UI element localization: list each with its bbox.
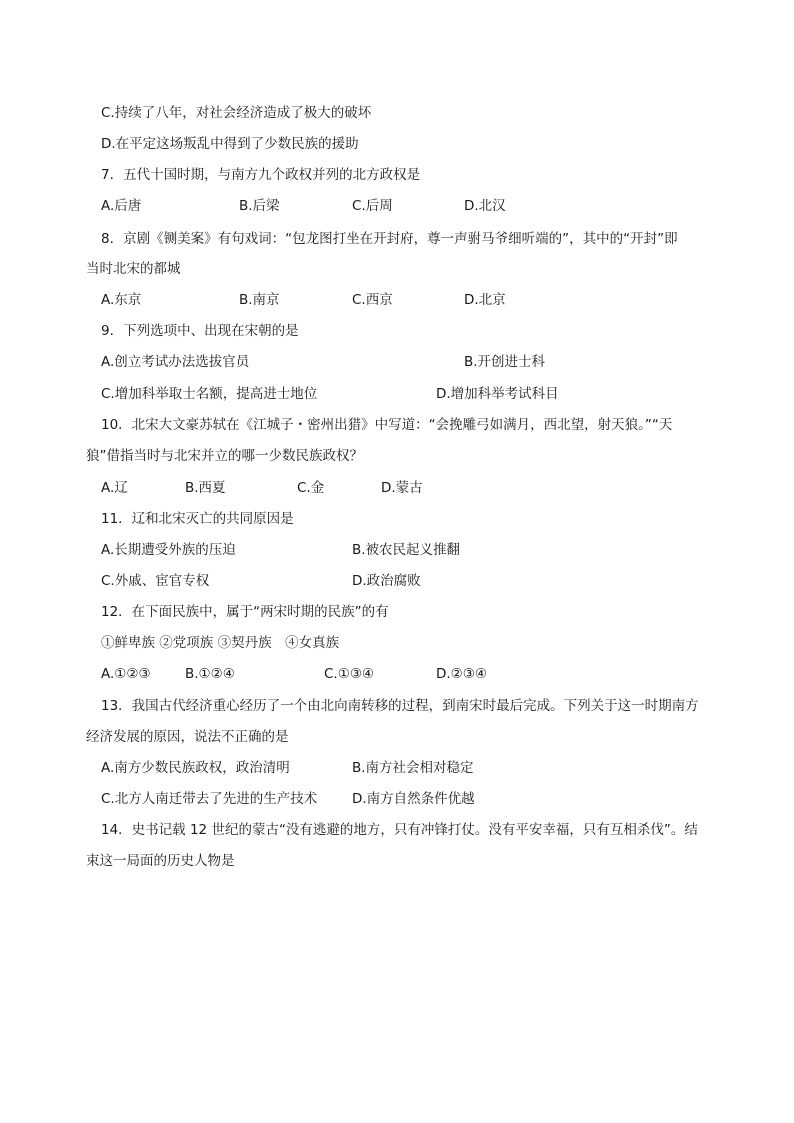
q12-items: ①鲜卑族 ②党项族 ③契丹族 ④女真族 bbox=[101, 635, 340, 651]
q6-option-c: C.持续了八年，对社会经济造成了极大的破坏 bbox=[101, 105, 372, 121]
q13-stem-line2: 经济发展的原因，说法不正确的是 bbox=[86, 729, 289, 745]
q8-stem-line2: 当时北宋的都城 bbox=[86, 261, 181, 277]
q9-option-a: A.创立考试办法选拔官员 bbox=[101, 354, 250, 370]
q8-option-a: A.东京 bbox=[101, 292, 142, 308]
q14-stem-line1: 14．史书记载 12 世纪的蒙古“没有逃避的地方，只有冲锋打仗。没有平安幸福，只有互相杀伐”。结 bbox=[101, 822, 698, 838]
q6-option-d: D.在平定这场叛乱中得到了少数民族的援助 bbox=[101, 136, 359, 152]
q11-option-b: B.被农民起义推翻 bbox=[352, 542, 461, 558]
q10-stem-line1: 10．北宋大文豪苏轼在《江城子・密州出猎》中写道：“会挽雕弓如满月，西北望，射天狼。”“天 bbox=[101, 417, 673, 433]
q10-option-a: A.辽 bbox=[101, 480, 128, 496]
q9-option-c: C.增加科举取士名额，提高进士地位 bbox=[101, 386, 318, 402]
q10-stem-line2: 狼”借指当时与北宋并立的哪一少数民族政权？ bbox=[86, 448, 363, 464]
q13-option-d: D.南方自然条件优越 bbox=[352, 791, 475, 807]
q7-option-a: A.后唐 bbox=[101, 198, 142, 214]
q13-stem-line1: 13．我国古代经济重心经历了一个由北向南转移的过程，到南宋时最后完成。下列关于这一时期南方 bbox=[101, 698, 699, 714]
q7-stem: 7．五代十国时期，与南方九个政权并列的北方政权是 bbox=[101, 167, 421, 183]
q11-option-c: C.外戚、宦官专权 bbox=[101, 573, 210, 589]
q10-option-d: D.蒙古 bbox=[381, 480, 423, 496]
q7-option-b: B.后梁 bbox=[239, 198, 280, 214]
q11-stem: 11．辽和北宋灭亡的共同原因是 bbox=[101, 511, 294, 527]
q11-option-d: D.政治腐败 bbox=[352, 573, 421, 589]
q12-option-c: C.①③④ bbox=[324, 666, 375, 682]
q11-option-a: A.长期遭受外族的压迫 bbox=[101, 542, 236, 558]
q12-option-d: D.②③④ bbox=[436, 666, 487, 682]
q9-stem: 9．下列选项中、出现在宋朝的是 bbox=[101, 323, 299, 339]
q10-option-b: B.西夏 bbox=[185, 480, 226, 496]
q7-option-d: D.北汉 bbox=[464, 198, 506, 214]
q12-option-a: A.①②③ bbox=[101, 666, 151, 682]
q7-option-c: C.后周 bbox=[352, 198, 393, 214]
q8-option-b: B.南京 bbox=[239, 292, 280, 308]
q12-option-b: B.①②④ bbox=[185, 666, 235, 682]
q14-stem-line2: 束这一局面的历史人物是 bbox=[86, 853, 235, 869]
q10-option-c: C.金 bbox=[297, 480, 325, 496]
q9-option-b: B.开创进士科 bbox=[464, 354, 546, 370]
q9-option-d: D.增加科举考试科目 bbox=[436, 386, 559, 402]
q8-option-c: C.西京 bbox=[352, 292, 393, 308]
q13-option-c: C.北方人南迁带去了先进的生产技术 bbox=[101, 791, 318, 807]
q13-option-a: A.南方少数民族政权，政治清明 bbox=[101, 760, 290, 776]
q13-option-b: B.南方社会相对稳定 bbox=[352, 760, 474, 776]
q12-stem: 12．在下面民族中，属于“两宋时期的民族”的有 bbox=[101, 604, 389, 620]
q8-option-d: D.北京 bbox=[464, 292, 506, 308]
q8-stem-line1: 8．京剧《铡美案》有句戏词：“包龙图打坐在开封府，尊一声驸马爷细听端的”，其中的“开封”即 bbox=[101, 231, 678, 247]
